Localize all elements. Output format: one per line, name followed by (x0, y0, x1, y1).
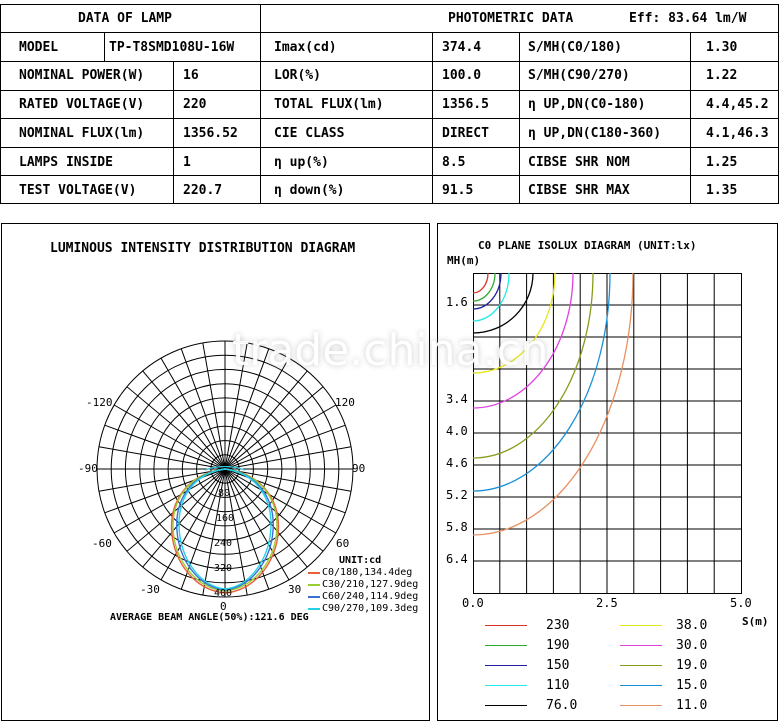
photometric-value: 1.22 (706, 69, 738, 82)
photometric-label: TOTAL FLUX(lm) (274, 97, 384, 112)
isolux-legend-swatch (485, 625, 527, 626)
isolux-contour (473, 273, 488, 293)
radial-label: 80 (218, 488, 231, 499)
angle-label: 0 (220, 600, 227, 613)
photometric-label: CIBSE SHR MAX (528, 183, 630, 198)
legend-swatch (308, 596, 320, 598)
data-of-lamp-header: DATA OF LAMP (78, 11, 172, 26)
isolux-legend-swatch (620, 705, 662, 706)
row-label: LAMPS INSIDE (19, 155, 113, 170)
isolux-legend-value: 15.0 (676, 678, 708, 693)
isolux-legend-swatch (620, 665, 662, 666)
polar-title: LUMINOUS INTENSITY DISTRIBUTION DIAGRAM (50, 241, 356, 256)
beam-angle-note: AVERAGE BEAM ANGLE(50%):121.6 DEG (110, 612, 309, 623)
row-label: NOMINAL FLUX(lm) (19, 126, 145, 141)
efficacy-label: Eff: 83.64 lm/W (629, 11, 747, 26)
isolux-legend-value: 38.0 (676, 618, 708, 633)
isolux-legend-swatch (620, 685, 662, 686)
legend-swatch (308, 584, 320, 586)
row-label: MODEL (19, 40, 59, 55)
photometric-label: CIBSE SHR NOM (528, 155, 630, 170)
photometric-label: S/MH(C0/180) (528, 40, 622, 55)
legend-entry: C0/180,134.4deg (322, 567, 413, 578)
y-tick-label: 6.4 (446, 552, 468, 566)
angle-label: 90 (352, 462, 366, 475)
isolux-contour (473, 273, 610, 491)
x-tick-label: 2.5 (596, 596, 618, 610)
photometric-value: 1.35 (706, 184, 738, 197)
x-tick-label: 5.0 (730, 596, 752, 610)
photometric-value: DIRECT (442, 126, 489, 141)
watermark: trade.china.cn (232, 325, 549, 376)
photometric-label: LOR(%) (274, 68, 321, 83)
legend-entry: C60/240,114.9deg (322, 591, 419, 602)
isolux-y-axis-label: MH(m) (447, 254, 481, 267)
isolux-legend-value: 19.0 (676, 658, 708, 673)
angle-label: -30 (140, 583, 160, 596)
row-value: 16 (183, 68, 199, 83)
radial-label: 320 (214, 563, 233, 574)
legend-entry: C90/270,109.3deg (322, 603, 419, 614)
photometric-value: 4.4,45.2 (706, 98, 769, 111)
photometric-label: Imax(cd) (274, 40, 337, 55)
legend-entry: C30/210,127.9deg (322, 579, 419, 590)
row-label: RATED VOLTAGE(V) (19, 97, 145, 112)
photometric-value: 1.25 (706, 156, 738, 169)
isolux-legend-swatch (485, 665, 527, 666)
isolux-legend-value: 76.0 (546, 698, 578, 713)
isolux-legend-value: 190 (546, 638, 570, 653)
isolux-title: C0 PLANE ISOLUX DIAGRAM (UNIT:lx) (478, 239, 697, 252)
angle-label: -90 (78, 462, 98, 475)
photometric-label: η UP,DN(C180-360) (528, 126, 662, 141)
x-tick-label: 0.0 (462, 596, 484, 610)
row-label: TEST VOLTAGE(V) (19, 183, 137, 198)
photometric-value: 100.0 (442, 68, 482, 83)
isolux-legend-value: 110 (546, 678, 570, 693)
angle-label: 30 (288, 583, 302, 596)
angle-label: -60 (92, 537, 112, 550)
isolux-legend-value: 230 (546, 618, 570, 633)
y-tick-label: 1.6 (446, 295, 468, 309)
y-tick-label: 5.8 (446, 520, 468, 534)
photometric-value: 1356.5 (442, 97, 489, 112)
legend-swatch (308, 572, 320, 574)
isolux-legend-swatch (485, 705, 527, 706)
radial-label: 160 (216, 513, 235, 524)
photometric-label: η up(%) (274, 155, 329, 170)
photometric-label: CIE CLASS (274, 126, 345, 141)
isolux-x-axis-label: S(m) (742, 615, 769, 628)
y-tick-label: 4.0 (446, 424, 468, 438)
angle-label: -120 (86, 396, 113, 409)
row-label: NOMINAL POWER(W) (19, 68, 145, 83)
isolux-legend-value: 30.0 (676, 638, 708, 653)
photometric-value: 8.5 (442, 155, 466, 170)
isolux-legend-value: 150 (546, 658, 570, 673)
photometric-value: 91.5 (442, 183, 474, 198)
angle-label: 120 (335, 396, 355, 409)
photometric-value: 4.1,46.3 (706, 127, 769, 140)
row-value: 220.7 (183, 183, 223, 198)
photometric-value: 374.4 (442, 40, 482, 55)
photometric-label: η UP,DN(C0-180) (528, 97, 646, 112)
row-value: 1 (183, 155, 191, 170)
legend-swatch (308, 608, 320, 610)
y-tick-label: 5.2 (446, 488, 468, 502)
y-tick-label: 3.4 (446, 392, 468, 406)
isolux-legend-swatch (620, 625, 662, 626)
photometric-label: η down(%) (274, 183, 345, 198)
isolux-contour (473, 273, 533, 333)
polar-unit: UNIT:cd (339, 555, 382, 566)
radial-label: 400 (214, 588, 233, 599)
angle-label: 60 (336, 537, 350, 550)
row-value: 220 (183, 97, 207, 112)
row-value: TP-T8SMD108U-16W (109, 40, 235, 55)
row-value: 1356.52 (183, 126, 238, 141)
isolux-legend-swatch (620, 645, 662, 646)
isolux-legend-value: 11.0 (676, 698, 708, 713)
isolux-legend-swatch (485, 645, 527, 646)
isolux-legend-swatch (485, 685, 527, 686)
isolux-contour (473, 273, 509, 321)
photometric-label: S/MH(C90/270) (528, 68, 630, 83)
photometric-data-header: PHOTOMETRIC DATA (448, 11, 574, 26)
photometric-value: 1.30 (706, 41, 738, 54)
y-tick-label: 4.6 (446, 456, 468, 470)
radial-label: 240 (214, 538, 233, 549)
